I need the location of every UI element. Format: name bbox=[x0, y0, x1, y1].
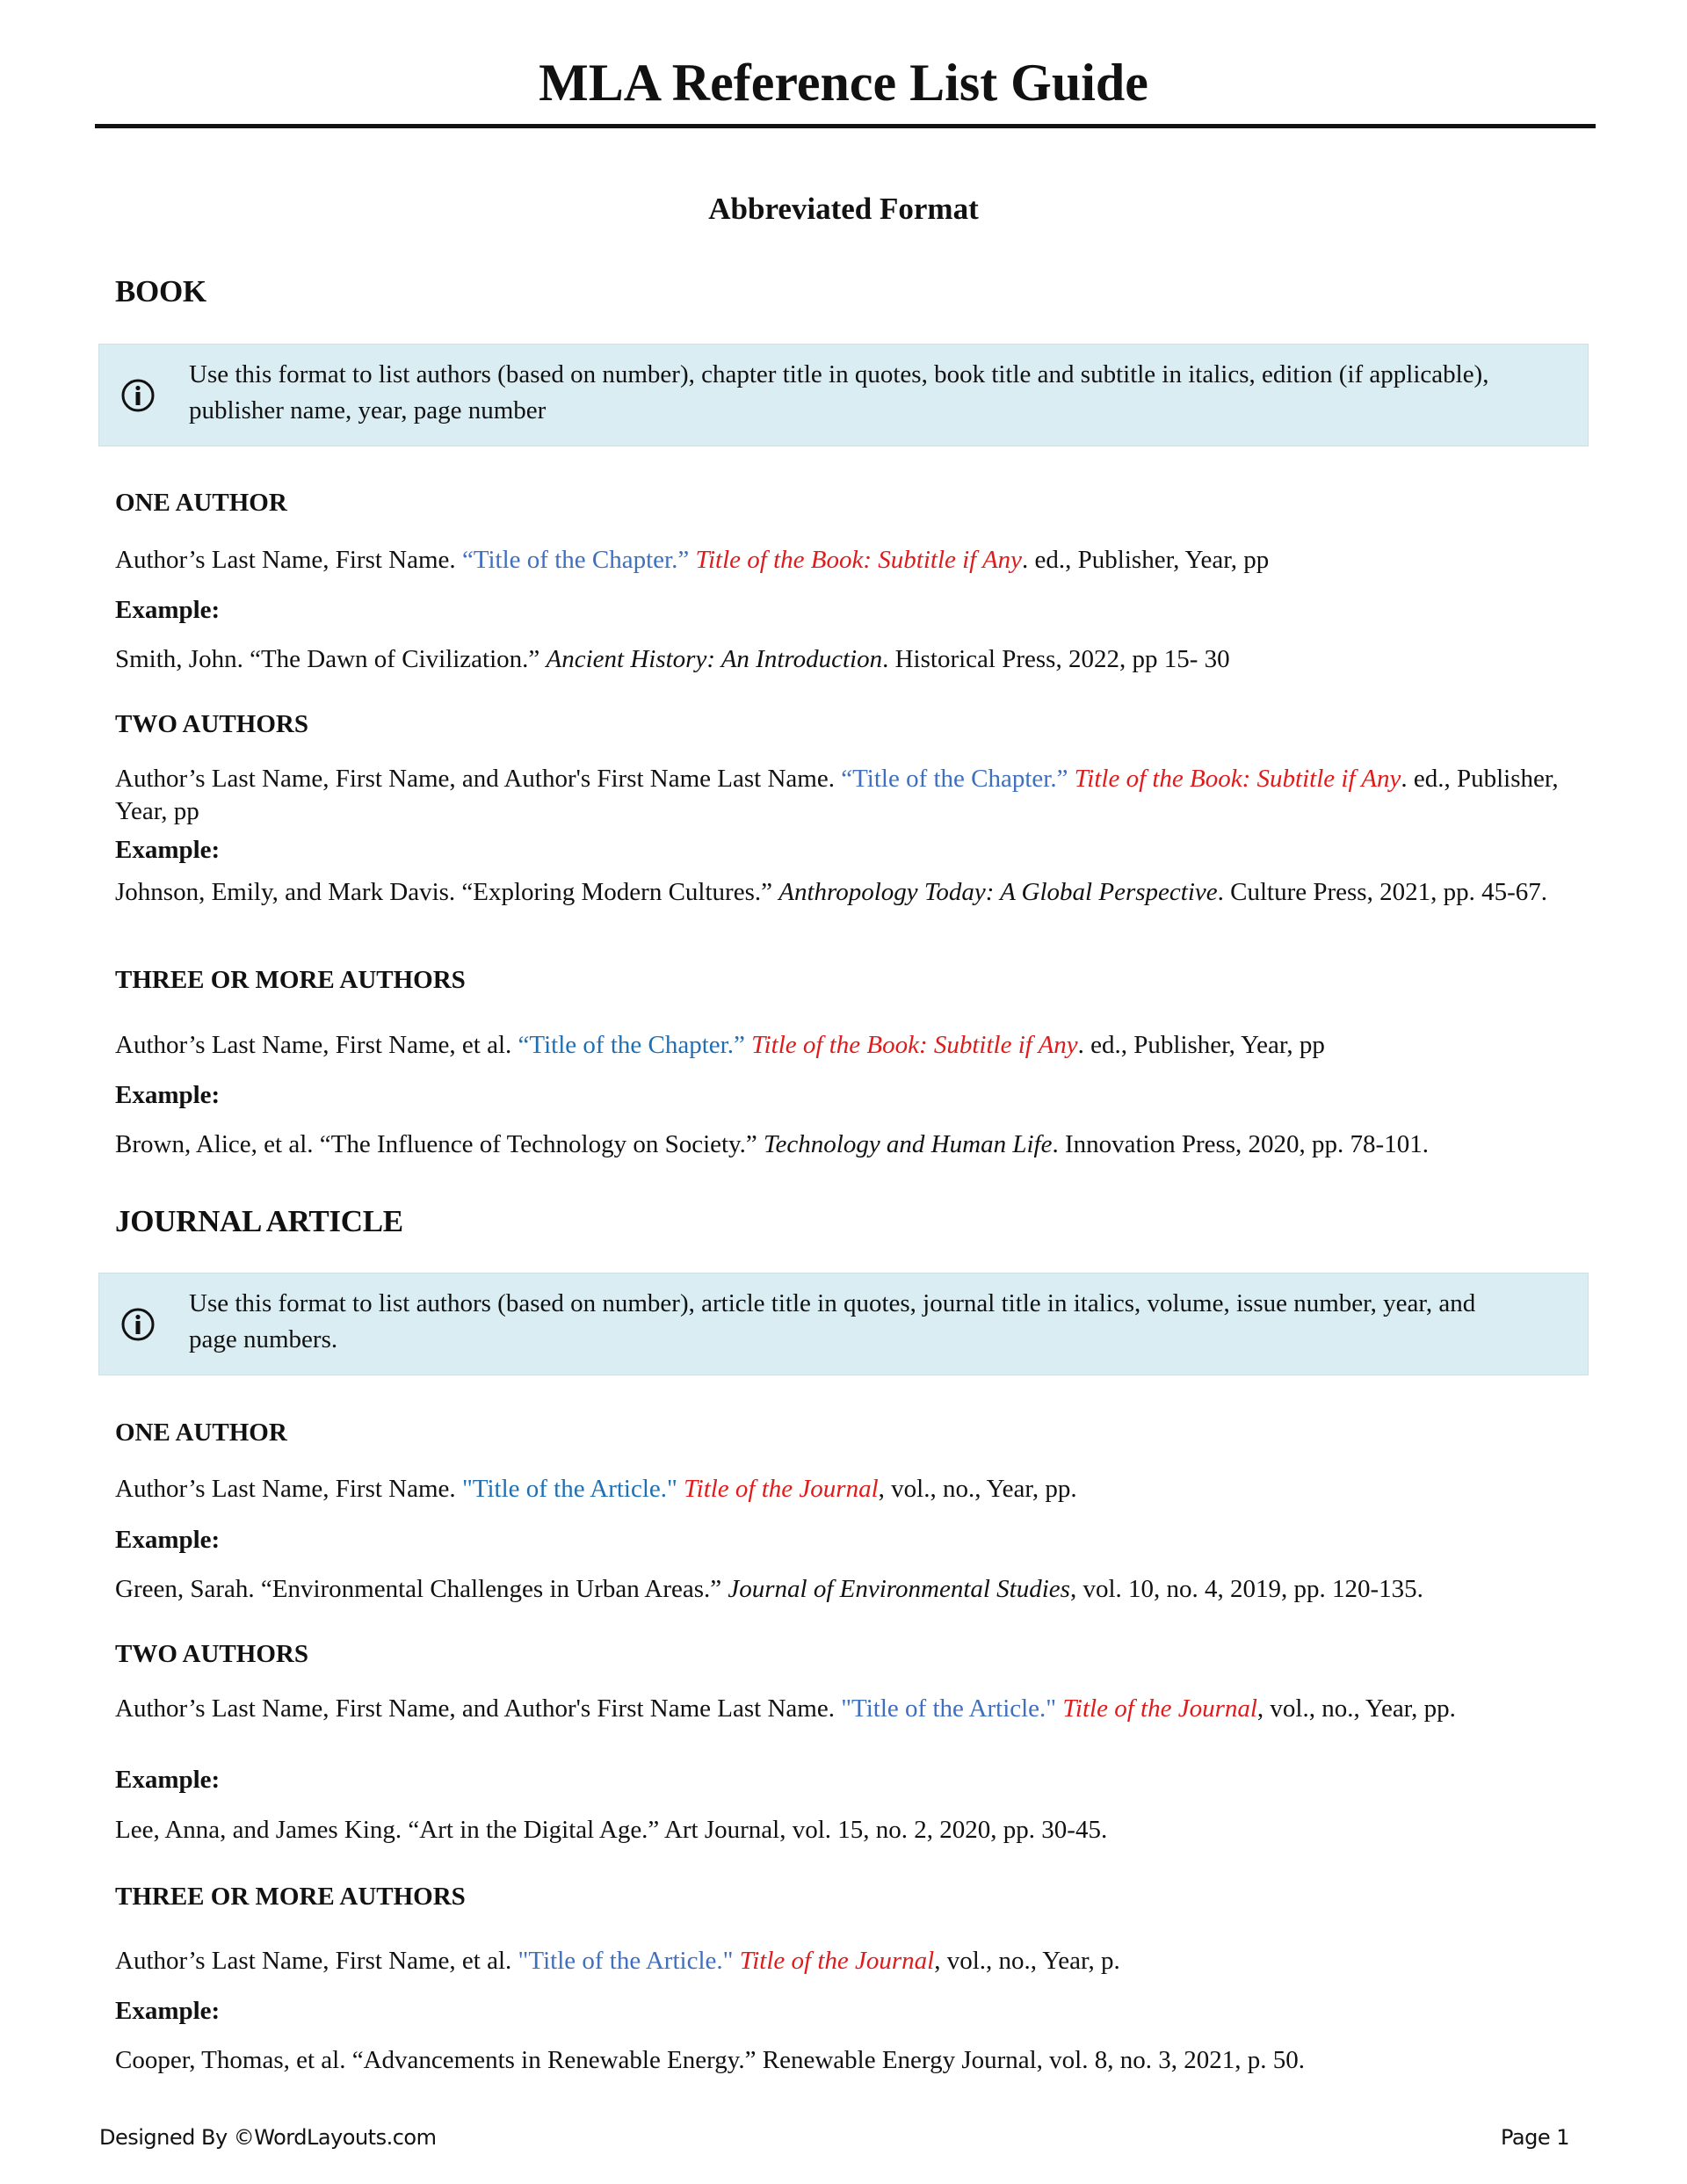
example-authors: Johnson, Emily, and Mark Davis. “Exploring Modern Cultures.” bbox=[115, 878, 779, 906]
book-two-authors-heading: TWO AUTHORS bbox=[115, 710, 308, 738]
book-info-text: Use this format to list authors (based on number), chapter title in quotes, book title and subtitle in italics, edition (if applicable), publisher name, year, page number bbox=[189, 360, 1489, 424]
template-rest: , vol., no., Year, p. bbox=[934, 1947, 1120, 1975]
example-label: Example: bbox=[115, 1081, 221, 1109]
book-two-authors-example bbox=[115, 876, 1574, 909]
template-rest: , vol., no., Year, pp. bbox=[1256, 1694, 1456, 1723]
example-label: Example: bbox=[115, 836, 221, 864]
book-two-authors-template bbox=[115, 763, 1574, 828]
template-book-title: Title of the Book: Subtitle if Any bbox=[744, 1031, 1078, 1059]
example-book-title: Technology and Human Life bbox=[764, 1130, 1053, 1158]
footer-credit: Designed By ©WordLayouts.com bbox=[99, 2125, 437, 2150]
journal-three-authors-heading: THREE OR MORE AUTHORS bbox=[115, 1883, 466, 1911]
info-circle-icon bbox=[120, 378, 156, 413]
example-rest: . Historical Press, 2022, pp 15- 30 bbox=[882, 645, 1230, 673]
template-article-title: "Title of the Article." bbox=[461, 1475, 677, 1503]
template-authors: Author’s Last Name, First Name, and Author's First Name Last Name. bbox=[115, 765, 842, 793]
book-one-author-example bbox=[115, 643, 1574, 676]
page-title: MLA Reference List Guide bbox=[539, 54, 1148, 112]
journal-three-authors-template bbox=[115, 1945, 1574, 1977]
template-book-title: Title of the Book: Subtitle if Any bbox=[1068, 765, 1401, 793]
template-journal-title: Title of the Journal bbox=[677, 1475, 879, 1503]
example-label: Example: bbox=[115, 1766, 221, 1794]
example-authors: Smith, John. “The Dawn of Civilization.” bbox=[115, 645, 547, 673]
journal-one-author-template bbox=[115, 1473, 1574, 1506]
template-journal-title: Title of the Journal bbox=[733, 1947, 935, 1975]
template-chapter-title: “Title of the Chapter.” bbox=[841, 765, 1068, 793]
example-journal-title: Journal of Environmental Studies bbox=[728, 1575, 1070, 1603]
example-label: Example: bbox=[115, 1997, 221, 2025]
example-rest: . Innovation Press, 2020, pp. 78-101. bbox=[1052, 1130, 1429, 1158]
book-three-authors-heading: THREE OR MORE AUTHORS bbox=[115, 966, 466, 994]
template-authors: Author’s Last Name, First Name. bbox=[115, 546, 462, 574]
example-rest: , vol. 10, no. 4, 2019, pp. 120-135. bbox=[1069, 1575, 1423, 1603]
template-rest: . ed., Publisher, Year, pp bbox=[1022, 546, 1270, 574]
journal-info-box bbox=[98, 1273, 1589, 1375]
template-chapter-title: “Title of the Chapter.” bbox=[518, 1031, 745, 1059]
journal-two-authors-heading: TWO AUTHORS bbox=[115, 1640, 308, 1668]
journal-two-authors-template bbox=[115, 1693, 1574, 1725]
template-journal-title: Title of the Journal bbox=[1056, 1694, 1257, 1723]
example-book-title: Anthropology Today: A Global Perspective bbox=[778, 878, 1218, 906]
template-rest: , vol., no., Year, pp. bbox=[878, 1475, 1077, 1503]
template-rest: . ed., Publisher, Year, pp bbox=[115, 765, 1559, 825]
journal-two-authors-example: Lee, Anna, and James King. “Art in the Digital Age.” Art Journal, vol. 15, no. 2, 2020, pp. 30-45. bbox=[115, 1816, 1108, 1844]
template-authors: Author’s Last Name, First Name, et al. bbox=[115, 1031, 518, 1059]
book-three-authors-example bbox=[115, 1128, 1574, 1161]
journal-three-authors-example: Cooper, Thomas, et al. “Advancements in Renewable Energy.” Renewable Energy Journal, vol. 8, no. 3, 2021, p. 50. bbox=[115, 2046, 1305, 2074]
book-one-author-template bbox=[115, 544, 1574, 577]
example-book-title: Ancient History: An Introduction bbox=[546, 645, 883, 673]
book-one-author-heading: ONE AUTHOR bbox=[115, 489, 287, 517]
section-heading-book: BOOK bbox=[115, 274, 206, 308]
template-book-title: Title of the Book: Subtitle if Any bbox=[689, 546, 1023, 574]
example-rest: . Culture Press, 2021, pp. 45-67. bbox=[1217, 878, 1547, 906]
template-authors: Author’s Last Name, First Name, et al. bbox=[115, 1947, 518, 1975]
section-heading-journal-article: JOURNAL ARTICLE bbox=[115, 1204, 403, 1238]
template-article-title: "Title of the Article." bbox=[518, 1947, 734, 1975]
example-authors: Green, Sarah. “Environmental Challenges in Urban Areas.” bbox=[115, 1575, 728, 1603]
example-authors: Brown, Alice, et al. “The Influence of Technology on Society.” bbox=[115, 1130, 764, 1158]
book-three-authors-template bbox=[115, 1029, 1574, 1062]
book-info-box bbox=[98, 344, 1589, 446]
journal-info-text: Use this format to list authors (based on number), article title in quotes, journal title in italics, volume, issue number, year, and page numbers. bbox=[189, 1289, 1476, 1353]
title-divider bbox=[95, 124, 1596, 128]
template-rest: . ed., Publisher, Year, pp bbox=[1077, 1031, 1325, 1059]
footer-page-number: Page 1 bbox=[1501, 2125, 1569, 2150]
example-label: Example: bbox=[115, 596, 221, 624]
journal-one-author-example bbox=[115, 1573, 1574, 1606]
template-authors: Author’s Last Name, First Name. bbox=[115, 1475, 462, 1503]
info-circle-icon bbox=[120, 1307, 156, 1342]
journal-one-author-heading: ONE AUTHOR bbox=[115, 1419, 287, 1447]
page-subtitle: Abbreviated Format bbox=[708, 192, 979, 226]
template-article-title: "Title of the Article." bbox=[841, 1694, 1057, 1723]
example-label: Example: bbox=[115, 1526, 221, 1554]
template-chapter-title: “Title of the Chapter.” bbox=[461, 546, 690, 574]
template-authors: Author’s Last Name, First Name, and Author's First Name Last Name. bbox=[115, 1694, 842, 1723]
